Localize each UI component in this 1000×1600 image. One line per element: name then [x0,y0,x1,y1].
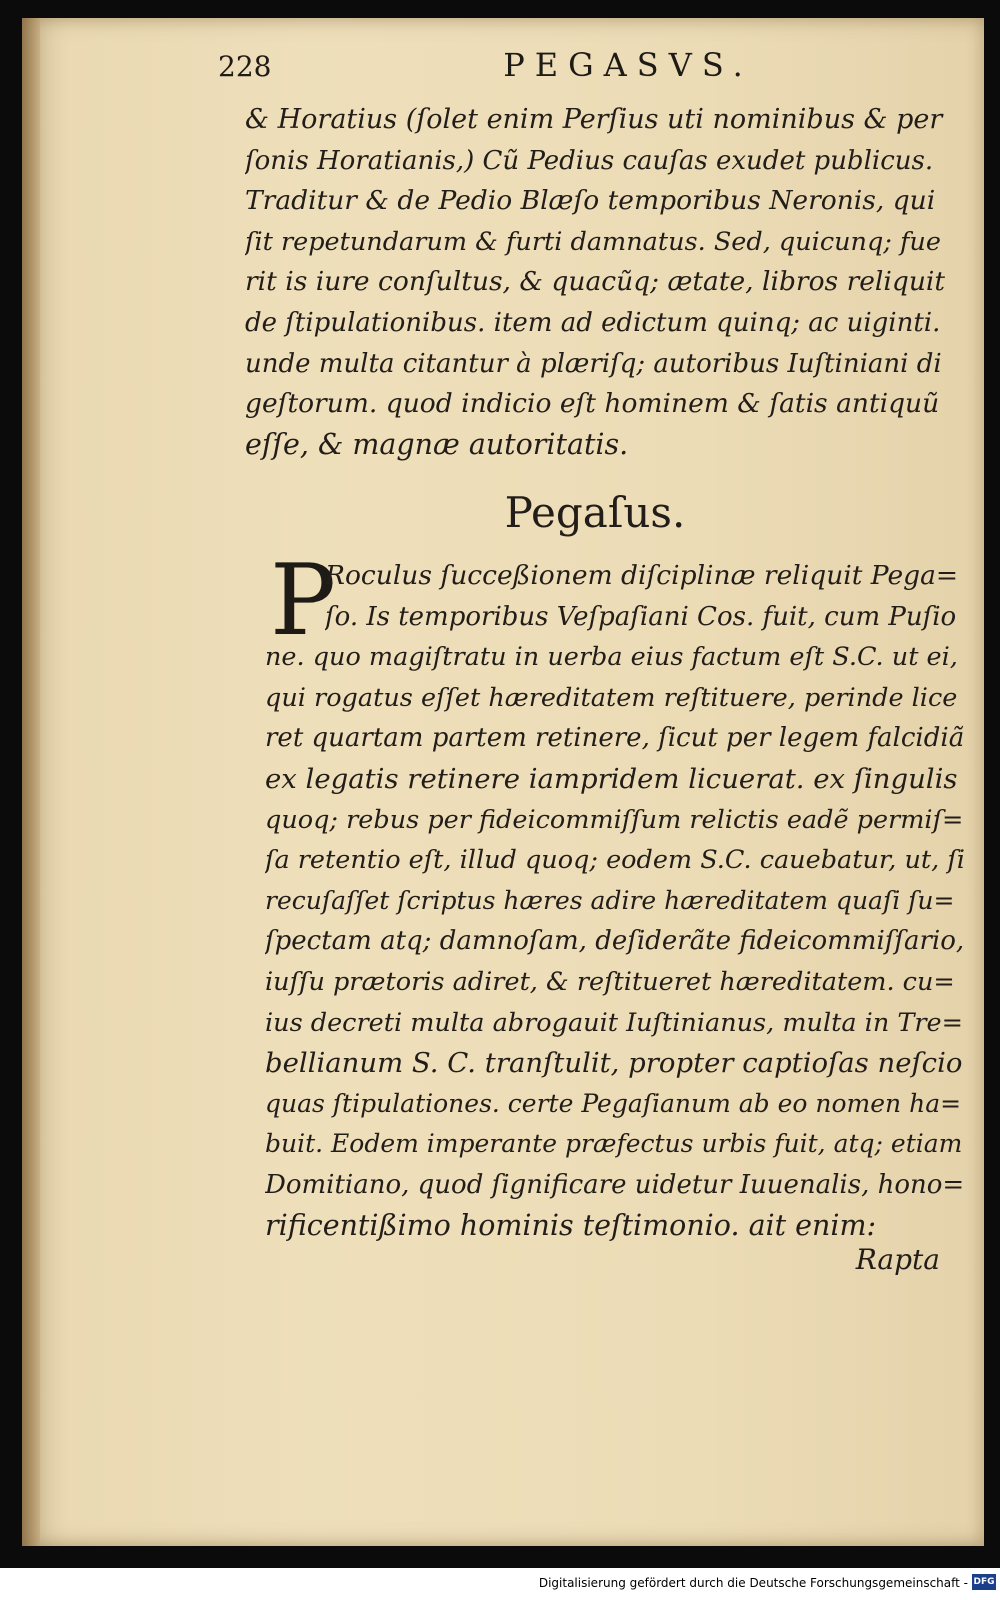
text-line: geſtorum. quod indicio eſt hominem & ſatis antiquũ [245,388,940,420]
running-title: PEGASVS. [503,46,753,84]
text-line: unde multa citantur à plæriſq; autoribus Iuſtiniani di [245,348,942,379]
dfg-logo-icon: DFG [972,1574,996,1590]
text-line: ne. quo magiſtratu in uerba eius factum eſt S.C. ut ei, [265,642,958,673]
text-line: ſpectam atq; damnoſam, deſiderãte fideicommiſſario, [265,926,965,957]
catchword: Rapta [855,1243,940,1276]
text-line: ſa retentio eſt, illud quoq; eodem S.C. cauebatur, ut, ſi [265,845,965,876]
text-line: quoq; rebus per fideicommiſſum relictis eadẽ permiſ= [265,804,964,835]
text-line: ſit repetundarum & furti damnatus. Sed, quicunq; fue [245,226,941,257]
section-heading: Pegaſus. [504,488,686,537]
paragraph-1 [245,100,945,465]
page-header [218,40,918,90]
page-number: 228 [218,50,272,83]
text-line: ſo. Is temporibus Veſpaſiani Cos. fuit, cum Puſio [325,601,957,632]
text-line: ſonis Horatianis,) Cũ Pedius cauſas exudet publicus. [245,145,934,176]
text-line: de ſtipulationibus. item ad edictum quinq; ac uiginti. [245,307,941,338]
text-line: rificentißimo hominis teſtimonio. ait enim: [265,1208,877,1242]
paragraph-2 [265,544,965,1246]
text-line: Roculus ſucceßionem diſciplinæ reliquit Pega= [325,560,959,591]
text-line: ex legatis retinere iampridem licuerat. ex ſingulis [265,762,958,795]
text-line: ius decreti multa abrogauit Iuſtinianus, multa in Tre= [265,1007,964,1038]
text-line: quas ſtipulationes. certe Pegaſianum ab eo nomen ha= [265,1088,962,1118]
text-line: Domitiano, quod ſignificare uidetur Iuuenalis, hono= [265,1169,965,1200]
text-line: & Horatius (ſolet enim Perſius uti nominibus & per [245,104,943,135]
text-line: iuſſu prætoris adiret, & reſtitueret hæreditatem. cu= [265,966,955,997]
text-line: buit. Eodem imperante præfectus urbis fuit, atq; etiam [265,1129,963,1159]
drop-capital: P [270,544,336,658]
text-line: recuſaſſet ſcriptus hæres adire hæreditatem quaſi ſu= [265,885,955,915]
page-gutter [22,18,40,1546]
text-line: bellianum S. C. tranſtulit, propter captioſas neſcio [265,1047,963,1080]
text-line: qui rogatus eſſet hæreditatem reſtituere, perinde lice [265,682,958,713]
digitization-footer [0,1568,1000,1600]
text-line: rit is iure conſultus, & quacũq; ætate, libros reliquit [245,266,945,298]
dropcap-indented-lines [265,556,965,637]
text-line: ret quartam partem retinere, ſicut per legem falcidiã [265,723,965,754]
text-line: Traditur & de Pedio Blæſo temporibus Neronis, qui [245,185,936,217]
funding-credit: Digitalisierung gefördert durch die Deutsche Forschungsgemeinschaft - [538,1576,968,1590]
text-line: eſſe, & magnæ autoritatis. [245,427,629,461]
